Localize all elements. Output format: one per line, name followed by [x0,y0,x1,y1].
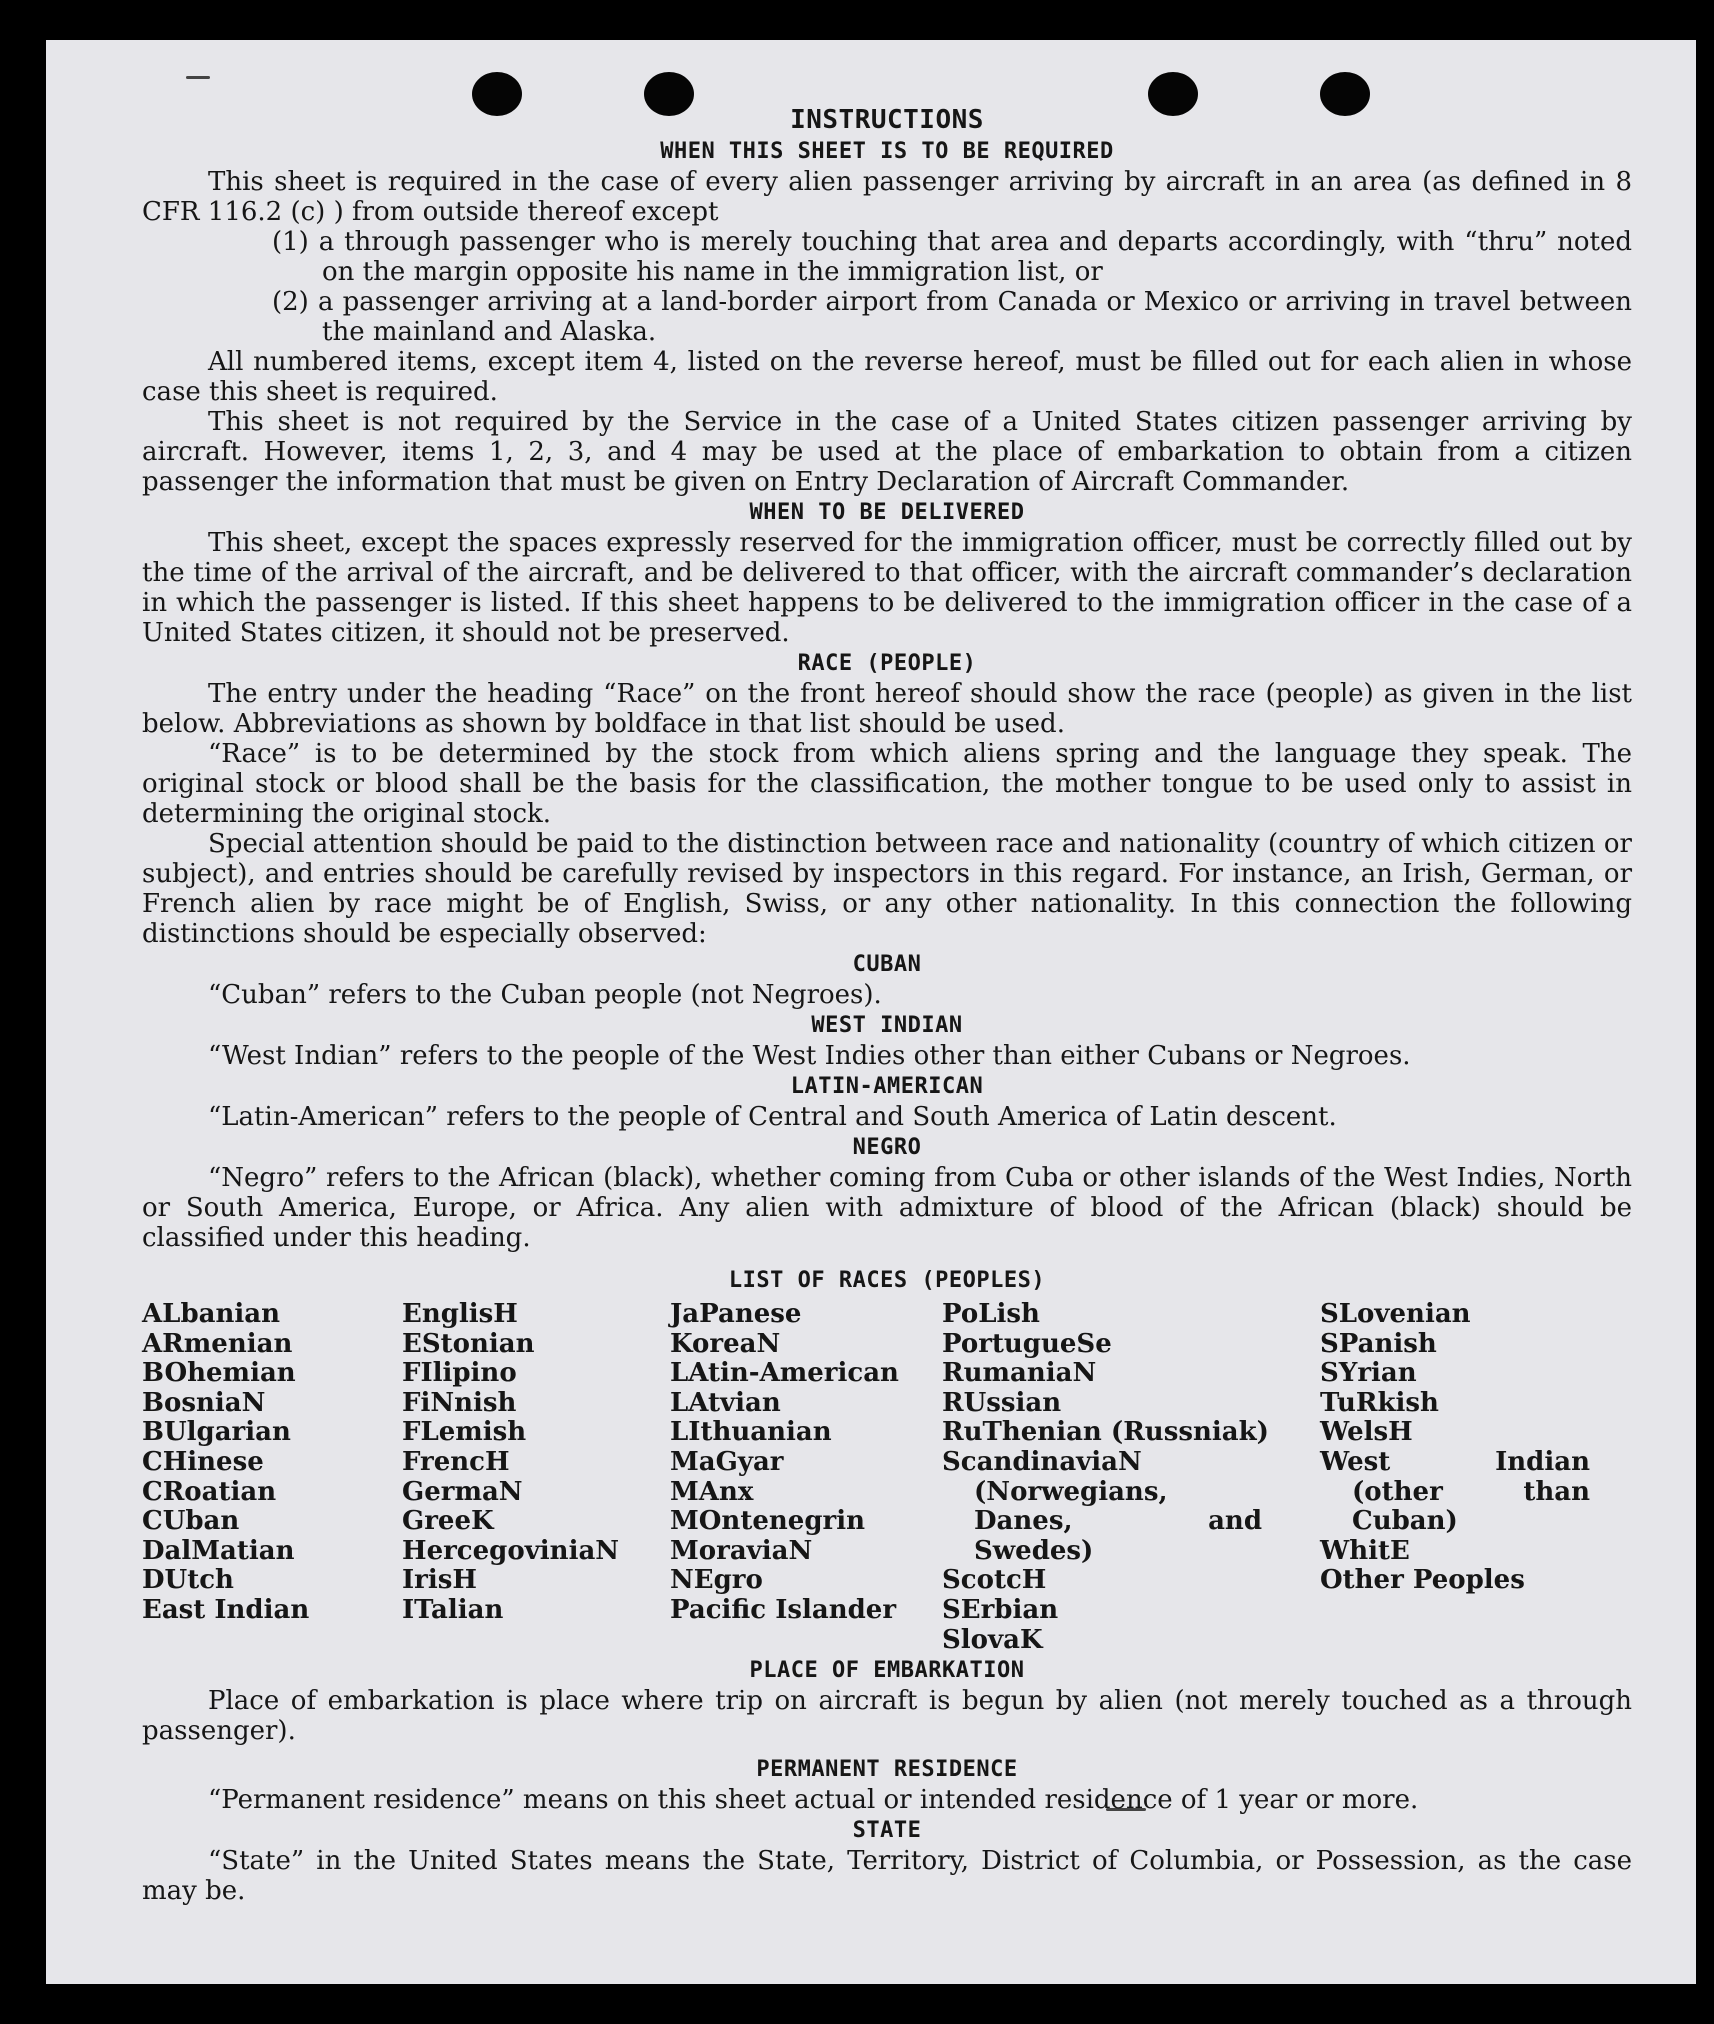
race-entry: Pacific Islander [670,1594,897,1625]
race-entry: FiNnish [402,1387,517,1418]
race-entry: PortugueSe [942,1328,1112,1359]
races-column [670,1300,942,1655]
race-entry: MAnx [670,1476,754,1507]
race-entry: LAtvian [670,1387,781,1418]
paragraph: Place of embarkation is place where trip on aircraft is begun by alien (not merely touched as a through passenger). [142,1686,1632,1747]
race-entry: FIlipino [402,1358,517,1389]
race-entry: Other Peoples [1320,1565,1525,1596]
race-entry: CUban [142,1506,240,1537]
section-heading-required: WHEN THIS SHEET IS TO BE REQUIRED [660,139,1114,164]
race-entry: BOhemian [142,1358,296,1389]
race-entry: SlovaK [942,1624,1043,1655]
document-sheet [46,40,1696,1984]
race-entry: ScotcH [942,1565,1047,1596]
race-entry: MaGyar [670,1446,784,1477]
race-entry: JaPanese [670,1299,802,1329]
spacer [142,1253,1632,1265]
section-heading-embarkation: PLACE OF EMBARKATION [749,1658,1025,1684]
races-column [402,1300,670,1655]
race-entry: ScandinaviaN (Norwegians, Danes, and Swedes) [942,1446,1262,1566]
paragraph: This sheet is not required by the Service in the case of a United States citizen passenger arriving by aircraft. However, items 1, 2, 3, and 4 may be used at the place of embarkation to obtain from a citizen passenger the information that must be given on Entry Declaration of Aircraft Commander. [142,407,1632,497]
race-entry: West Indian (other than Cuban) [1320,1446,1590,1537]
races-table [142,1300,1632,1655]
races-column [942,1299,1269,1655]
race-entry: BosniaN [142,1387,266,1418]
list-item: (2) a passenger arriving at a land-border airport from Canada or Mexico or arriving in travel between the mainland and Alaska. [272,287,1632,347]
race-entry: SLovenian [1320,1299,1471,1329]
race-entry: WhitE [1320,1535,1410,1566]
races-column [1320,1300,1590,1655]
section-heading-cuban: CUBAN [852,952,922,977]
paragraph: This sheet is required in the case of every alien passenger arriving by aircraft in an area (as defined in 8 CFR 116.2 (c) ) from outside thereof except [142,167,1632,227]
paragraph: Special attention should be paid to the distinction between race and nationality (country of which citizen or subject), and entries should be carefully revised by inspectors in this regard. For instance, an Irish, German, or French alien by race might be of English, Swiss, or any other nationality. In this connection the following distinctions should be especially observed: [142,829,1632,949]
race-entry: LAtin-American [670,1358,899,1389]
race-entry: DUtch [142,1565,234,1596]
definition-residence: “Permanent residence” means on this sheet actual or intended residence of 1 year or more. [208,1785,1419,1816]
section-heading-state: STATE [852,1818,922,1844]
section-heading-west-indian: WEST INDIAN [811,1013,963,1038]
instructions-text [142,104,1632,1906]
race-entry: IrisH [402,1565,477,1596]
definition-state: “State” in the United States means the State, Territory, District of Columbia, or Possession, as the case may be. [142,1846,1632,1907]
definition-west-indian: “West Indian” refers to the people of the West Indies other than either Cubans or Negroes. [208,1041,1411,1071]
section-heading-latin-american: LATIN-AMERICAN [790,1074,984,1099]
race-entry: PoLish [942,1299,1040,1329]
paragraph: All numbered items, except item 4, listed on the reverse hereof, must be filled out for each alien in whose case this sheet is required. [142,347,1632,407]
race-entry: MoraviaN [670,1535,813,1566]
race-entry: KoreaN [670,1328,781,1359]
paragraph: “Race” is to be determined by the stock from which aliens spring and the language they speak. The original stock or blood shall be the basis for the classification, the mother tongue to be used only to assist in determining the original stock. [142,739,1632,829]
race-entry: GreeK [402,1506,494,1537]
race-entry: ITalian [402,1594,504,1625]
race-entry: SErbian [942,1594,1059,1625]
race-entry: WelsH [1320,1417,1413,1448]
race-entry: BUlgarian [142,1417,291,1448]
section-heading-residence: PERMANENT RESIDENCE [756,1757,1018,1783]
race-entry: RUssian [942,1387,1062,1418]
race-entry: SPanish [1320,1328,1437,1359]
race-entry: FLemish [402,1417,527,1448]
race-entry: TuRkish [1320,1387,1439,1418]
race-entry: RuThenian (Russniak) [942,1417,1269,1448]
race-entry: CHinese [142,1446,264,1477]
race-entry: ARmenian [142,1328,293,1359]
race-entry: EStonian [402,1328,535,1359]
race-entry: CRoatian [142,1476,277,1507]
race-entry: FrencH [402,1446,510,1477]
race-entry: GermaN [402,1476,523,1507]
race-entry: ALbanian [142,1299,281,1329]
definition-latin-american: “Latin-American” refers to the people of Central and South America of Latin descent. [208,1102,1337,1132]
race-entry: EnglisH [402,1299,518,1329]
list-item: (1) a through passenger who is merely touching that area and departs accordingly, with “thru” noted on the margin opposite his name in the immigration list, or [272,227,1632,287]
race-entry: HercegoviniaN [402,1535,620,1566]
paragraph: This sheet, except the spaces expressly reserved for the immigration officer, must be correctly filled out by the time of the arrival of the aircraft, and be delivered to that officer, with the aircraft commander’s declaration in which the passenger is listed. If this sheet happens to be delivered to the immigration officer in the case of a United States citizen, it should not be preserved. [142,528,1632,648]
paragraph: The entry under the heading “Race” on the front hereof should show the race (people) as given in the list below. Abbreviations as shown by boldface in that list should be used. [142,679,1632,739]
definition-negro: “Negro” refers to the African (black), whether coming from Cuba or other islands of the West Indies, North or South America, Europe, or Africa. Any alien with admixture of blood of the African (black) should be classified under this heading. [142,1163,1632,1253]
main-heading: INSTRUCTIONS [790,105,984,135]
race-entry: MOntenegrin [670,1506,865,1537]
race-entry: LIthuanian [670,1417,832,1448]
race-entry: NEgro [670,1565,763,1596]
section-heading-negro: NEGRO [852,1135,922,1160]
race-entry: SYrian [1320,1358,1417,1389]
section-heading-race: RACE (PEOPLE) [797,651,977,676]
scan-speck [186,76,210,79]
race-entry: DalMatian [142,1535,295,1566]
race-entry: RumaniaN [942,1358,1097,1389]
races-column [142,1300,402,1655]
section-heading-delivered: WHEN TO BE DELIVERED [749,500,1025,525]
definition-cuban: “Cuban” refers to the Cuban people (not Negroes). [208,980,882,1010]
race-entry: East Indian [142,1594,310,1625]
section-heading-races: LIST OF RACES (PEOPLES) [728,1268,1046,1293]
